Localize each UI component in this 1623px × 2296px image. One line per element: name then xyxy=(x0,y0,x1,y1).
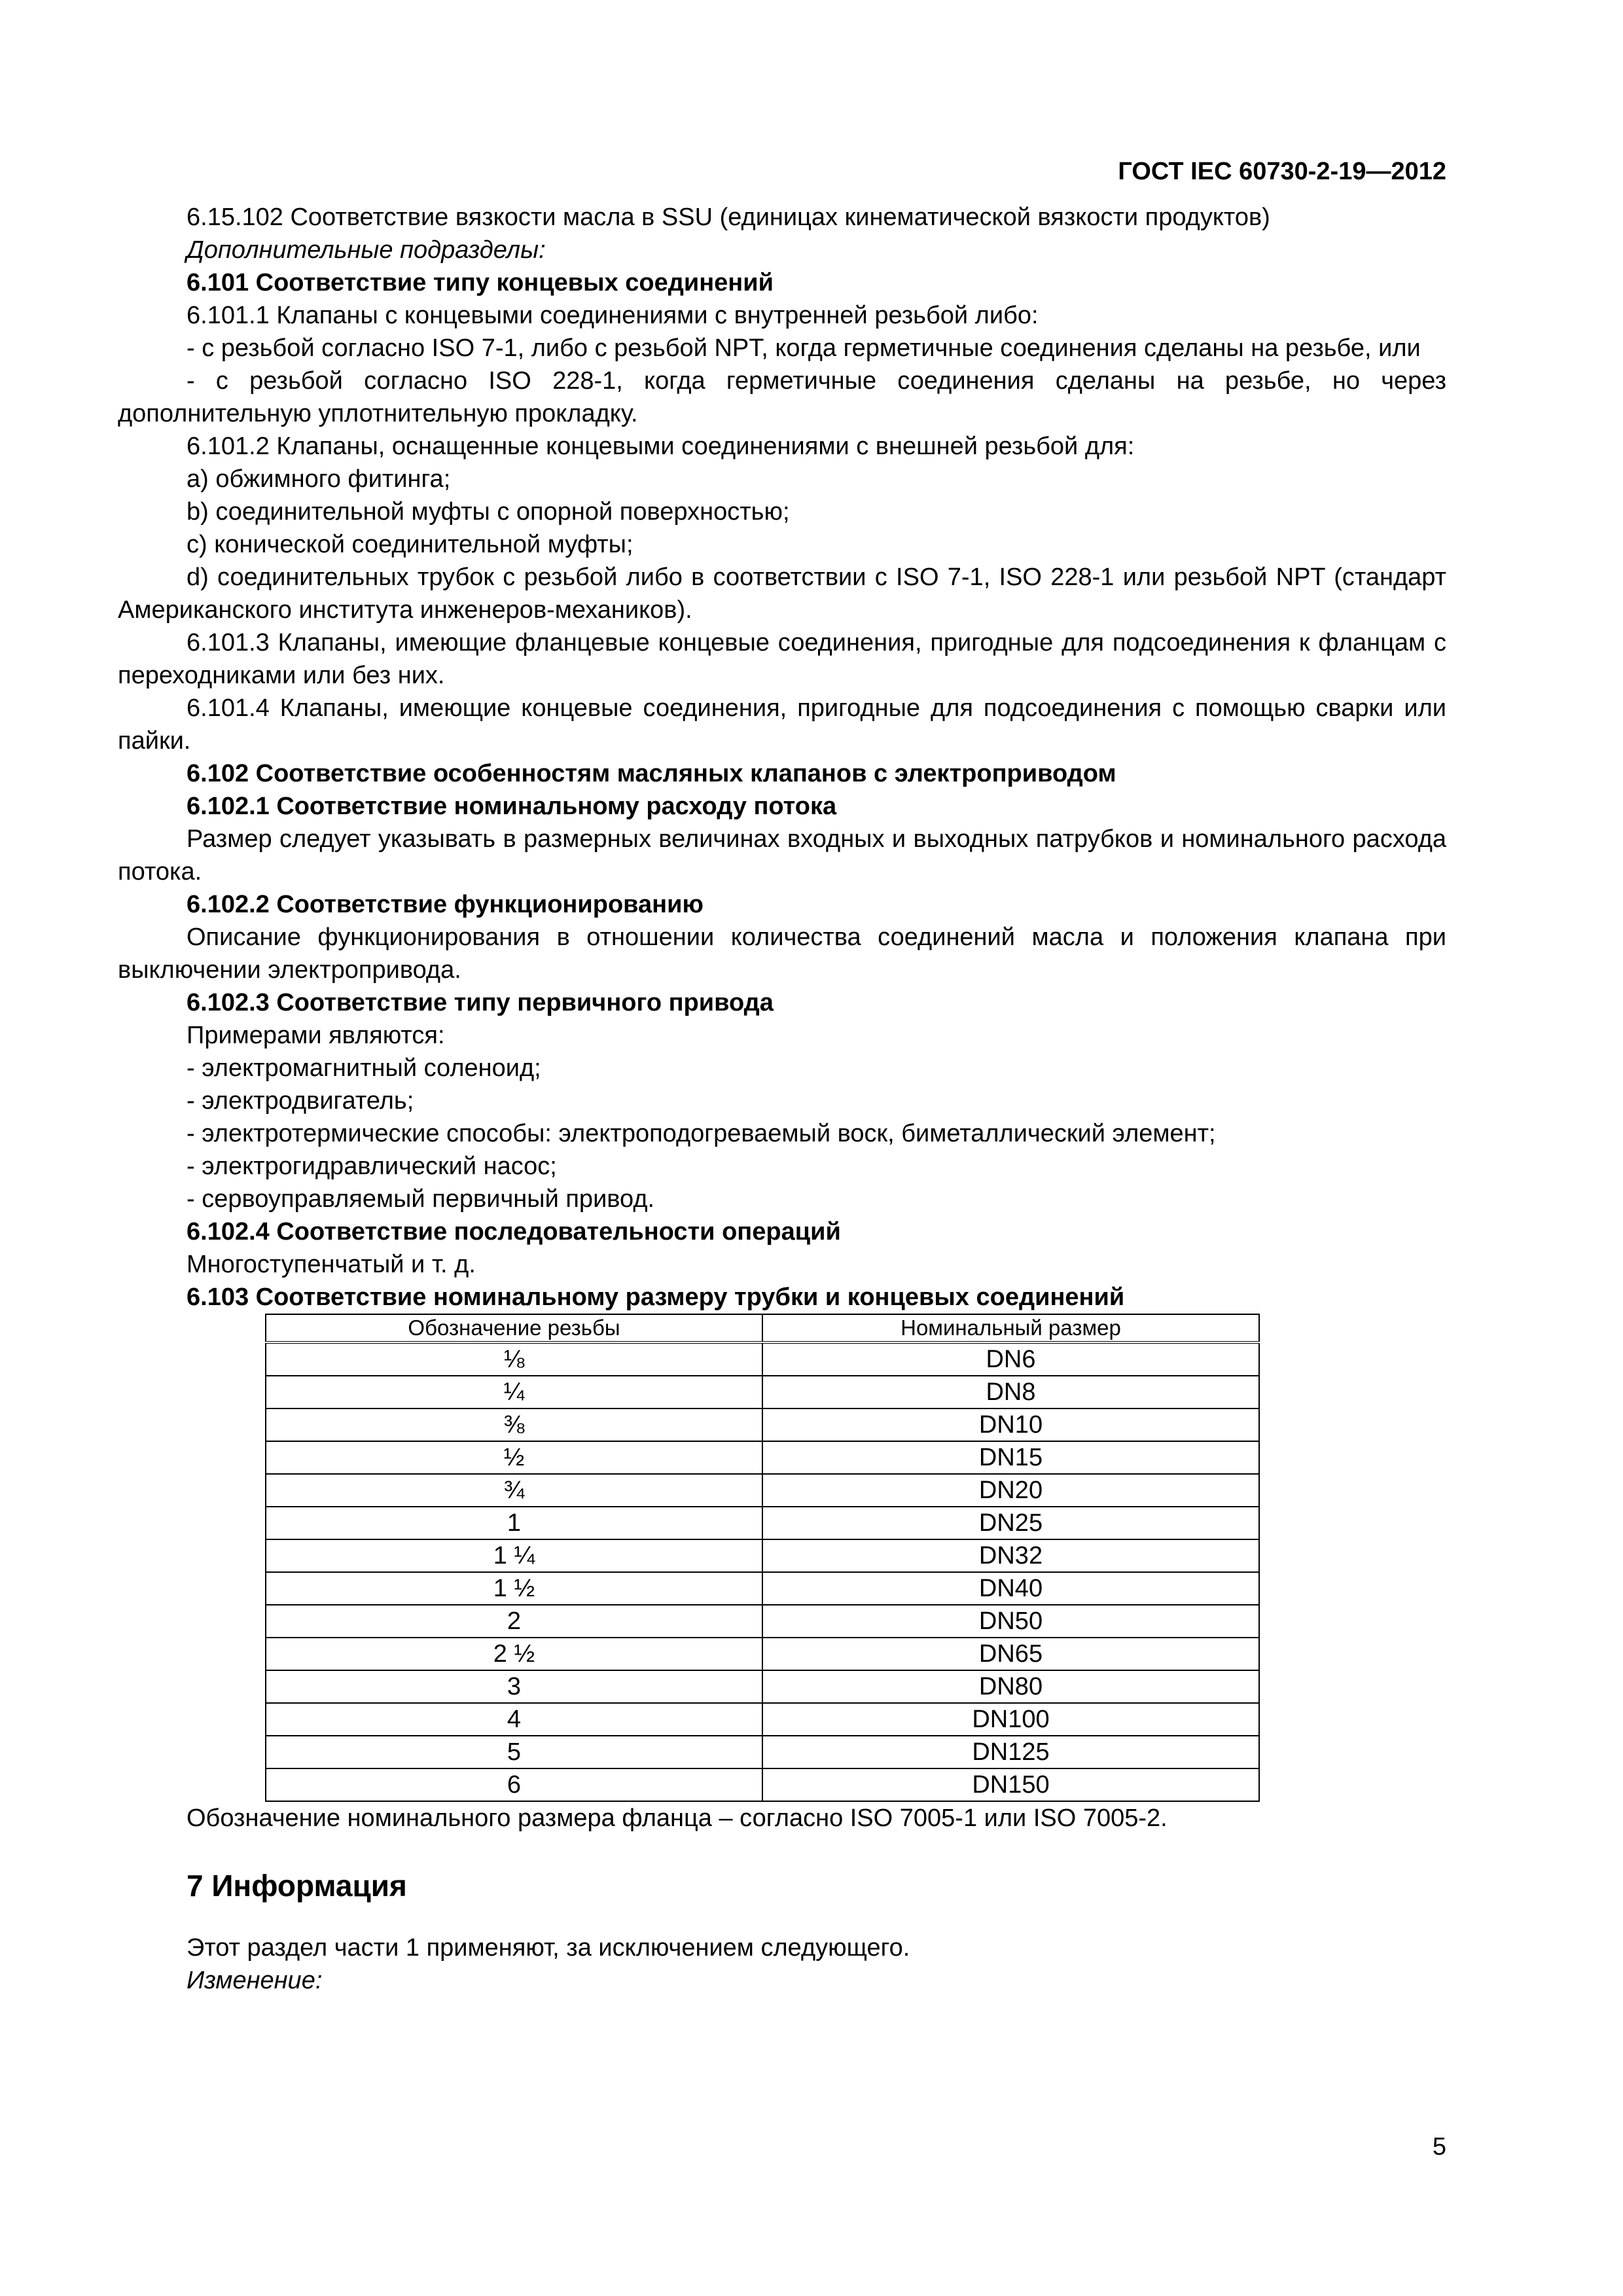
table-row xyxy=(266,1441,1259,1474)
cell-nominal: DN25 xyxy=(762,1507,1259,1539)
cell-thread: ½ xyxy=(266,1441,762,1474)
list-item: d) соединительных трубок с резьбой либо в соответствии с ISO 7-1, ISO 228-1 или резьбой NPT (стандарт Американского института инженеров-механиков). xyxy=(118,564,1446,624)
cell-thread: ¾ xyxy=(266,1474,762,1507)
cell-nominal: DN40 xyxy=(762,1572,1259,1605)
table-row xyxy=(266,1539,1259,1572)
column-header-nominal: Номинальный размер xyxy=(762,1314,1259,1342)
cell-nominal: DN65 xyxy=(762,1638,1259,1670)
list-item: - с резьбой согласно ISO 228-1, когда герметичные соединения сделаны на резьбе, но через дополнительную уплотнительную прокладку. xyxy=(118,367,1446,427)
paragraph: Изменение: xyxy=(187,1967,323,1994)
thread-size-table xyxy=(265,1314,1260,1802)
cell-thread: ⅛ xyxy=(266,1342,762,1376)
cell-thread: 1 ½ xyxy=(266,1572,762,1605)
cell-thread: 5 xyxy=(266,1736,762,1768)
cell-nominal: DN8 xyxy=(762,1376,1259,1408)
document-header: ГОСТ IEC 60730-2-19—2012 xyxy=(1118,158,1446,185)
list-item: c) конической соединительной муфты; xyxy=(187,531,633,558)
list-item: - электротермические способы: электроподогреваемый воск, биметаллический элемент; xyxy=(187,1120,1216,1147)
cell-thread: 2 xyxy=(266,1605,762,1638)
cell-thread: 1 xyxy=(266,1507,762,1539)
subsection-heading: 6.102.1 Соответствие номинальному расходу потока xyxy=(187,793,837,820)
paragraph: Многоступенчатый и т. д. xyxy=(187,1251,476,1278)
page-number: 5 xyxy=(1432,2133,1446,2161)
paragraph: 6.101.4 Клапаны, имеющие концевые соединения, пригодные для подсоединения с помощью сварки или пайки. xyxy=(118,694,1446,755)
table-row xyxy=(266,1670,1259,1703)
cell-nominal: DN6 xyxy=(762,1342,1259,1376)
paragraph: Размер следует указывать в размерных величинах входных и выходных патрубков и номинального расхода потока. xyxy=(118,825,1446,886)
table-row xyxy=(266,1605,1259,1638)
subsection-heading: 6.102.3 Соответствие типу первичного привода xyxy=(187,989,774,1016)
paragraph: 6.101.3 Клапаны, имеющие фланцевые концевые соединения, пригодные для подсоединения к фланцам с переходниками или без них. xyxy=(118,629,1446,689)
table-row xyxy=(266,1703,1259,1736)
list-item: - электродвигатель; xyxy=(187,1087,414,1115)
paragraph: Примерами являются: xyxy=(187,1022,445,1049)
cell-thread: 4 xyxy=(266,1703,762,1736)
table-row xyxy=(266,1376,1259,1408)
subsection-heading: 6.101 Соответствие типу концевых соединений xyxy=(187,269,774,296)
cell-nominal: DN100 xyxy=(762,1703,1259,1736)
cell-nominal: DN20 xyxy=(762,1474,1259,1507)
cell-thread: ¼ xyxy=(266,1376,762,1408)
cell-thread: 6 xyxy=(266,1768,762,1801)
table-row xyxy=(266,1572,1259,1605)
table-row xyxy=(266,1768,1259,1801)
list-item: - с резьбой согласно ISO 7-1, либо с резьбой NPT, когда герметичные соединения сделаны на резьбе, или xyxy=(187,334,1421,362)
list-item: a) обжимного фитинга; xyxy=(187,465,451,493)
table-row xyxy=(266,1736,1259,1768)
subsection-heading: 6.102.2 Соответствие функционированию xyxy=(187,891,704,918)
cell-nominal: DN10 xyxy=(762,1408,1259,1441)
list-item: - сервоуправляемый первичный привод. xyxy=(187,1185,655,1213)
column-header-thread: Обозначение резьбы xyxy=(266,1314,762,1342)
table-row xyxy=(266,1342,1259,1376)
cell-nominal: DN150 xyxy=(762,1768,1259,1801)
paragraph: Дополнительные подразделы: xyxy=(187,236,546,264)
list-item: b) соединительной муфты с опорной поверхностью; xyxy=(187,498,790,526)
cell-nominal: DN80 xyxy=(762,1670,1259,1703)
subsection-heading: 6.103 Соответствие номинальному размеру трубки и концевых соединений xyxy=(187,1283,1125,1311)
list-item: - электромагнитный соленоид; xyxy=(187,1054,541,1082)
subsection-heading: 6.102.4 Соответствие последовательности операций xyxy=(187,1218,841,1246)
cell-nominal: DN125 xyxy=(762,1736,1259,1768)
table-header-row xyxy=(266,1314,1259,1342)
cell-thread: 1 ¼ xyxy=(266,1539,762,1572)
paragraph: Этот раздел части 1 применяют, за исключением следующего. xyxy=(187,1934,910,1962)
table-row xyxy=(266,1474,1259,1507)
paragraph: 6.101.1 Клапаны с концевыми соединениями с внутренней резьбой либо: xyxy=(187,302,1039,329)
paragraph: 6.15.102 Соответствие вязкости масла в SSU (единицах кинематической вязкости продуктов) xyxy=(187,204,1270,231)
paragraph: Описание функционирования в отношении количества соединений масла и положения клапана при выключении электропривода. xyxy=(118,924,1446,984)
section-heading: 7 Информация xyxy=(187,1869,407,1903)
cell-thread: 3 xyxy=(266,1670,762,1703)
subsection-heading: 6.102 Соответствие особенностям масляных клапанов с электроприводом xyxy=(187,760,1116,787)
page-content xyxy=(118,201,1446,1997)
paragraph: 6.101.2 Клапаны, оснащенные концевыми соединениями с внешней резьбой для: xyxy=(187,433,1135,460)
paragraph: Обозначение номинального размера фланца – согласно ISO 7005-1 или ISO 7005-2. xyxy=(187,1804,1168,1832)
cell-nominal: DN32 xyxy=(762,1539,1259,1572)
cell-thread: 2 ½ xyxy=(266,1638,762,1670)
cell-thread: ⅜ xyxy=(266,1408,762,1441)
cell-nominal: DN15 xyxy=(762,1441,1259,1474)
table-row xyxy=(266,1507,1259,1539)
table-row xyxy=(266,1638,1259,1670)
list-item: - электрогидравлический насос; xyxy=(187,1153,557,1180)
cell-nominal: DN50 xyxy=(762,1605,1259,1638)
table-row xyxy=(266,1408,1259,1441)
